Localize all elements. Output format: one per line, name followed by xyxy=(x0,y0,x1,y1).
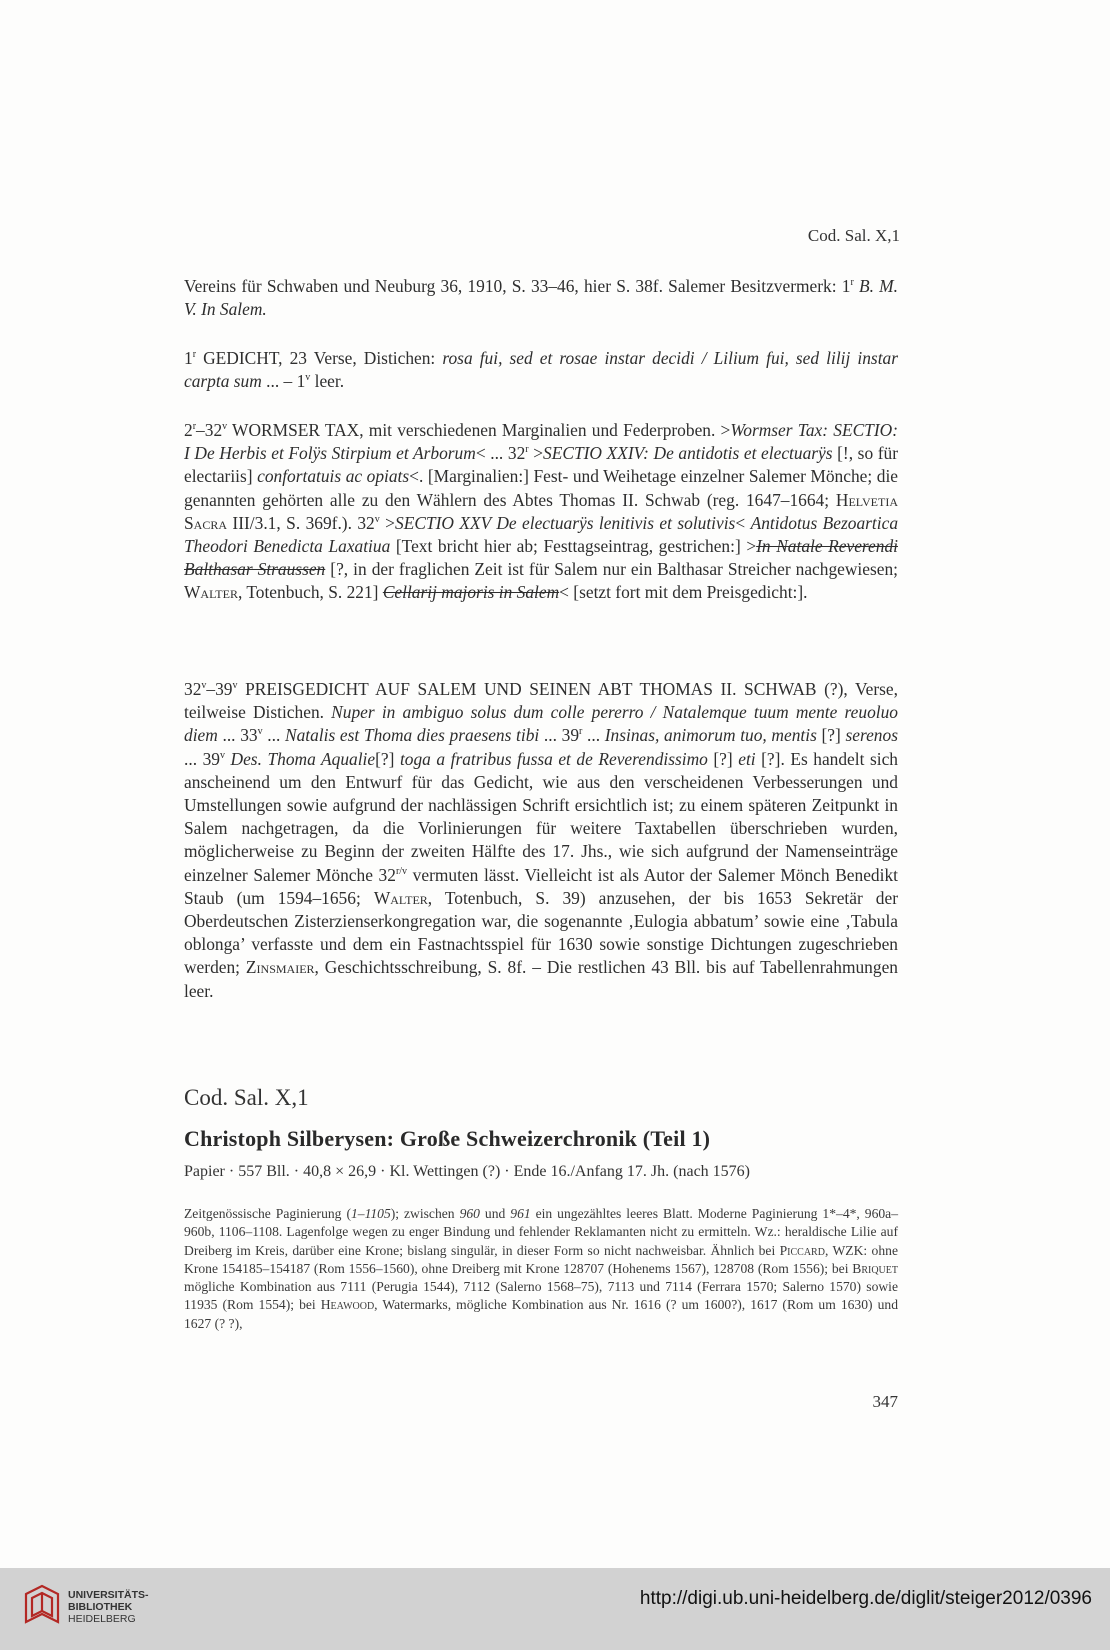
paragraph-intro: Vereins für Schwaben und Neuburg 36, 1910, S. 33–46, hier S. 38f. Salemer Besitzvermerk: 1$^r$ B. M. V. In Salem. xyxy=(184,276,898,320)
library-name xyxy=(68,1589,149,1625)
entry-meta: Papier · 557 Bll. · 40,8 × 26,9 · Kl. Wettingen (?) · Ende 16./Anfang 17. Jh. (nach 1576) xyxy=(184,1163,750,1180)
entry-title: Christoph Silberysen: Große Schweizerchronik (Teil 1) xyxy=(184,1126,711,1151)
library-name-line2: BIBLIOTHEK xyxy=(68,1601,133,1613)
entry-code: Cod. Sal. X,1 xyxy=(184,1085,309,1110)
page-number: 347 xyxy=(872,1392,898,1411)
paragraph-gedicht: 1$^r$ GEDICHT, 23 Verse, Distichen: rosa fui, sed et rosae instar decidi / Lilium fui, sed lilij instar carpta sum ... – 1$^v$ leer. xyxy=(184,348,898,392)
running-head: Cod. Sal. X,1 xyxy=(807,226,900,245)
library-footer xyxy=(0,1568,1110,1650)
source-url-link[interactable]: http://digi.ub.uni-heidelberg.de/diglit/steiger2012/0396 xyxy=(639,1588,1092,1609)
library-name-line3: HEIDELBERG xyxy=(68,1613,136,1625)
paragraph-description: Zeitgenössische Paginierung (1–1105); zwischen 960 und 961 ein ungezähltes leeres Blatt. Moderne Paginierung 1*–4*, 960a–960b, 1106–1108. Lagenfolge wegen zu enger Bindung und fehlender Reklamanten nicht zu ermitteln. Wz.: heraldische Lilie auf Dreiberg im Kreis, darüber eine Krone; bislang singulär, in dieser Form so nicht nachweisbar. Ähnlich bei Piccard, WZK: ohne Krone 154185–154187 (Rom 1556–1560), ohne Dreiberg mit Krone 128707 (Hohenems 1567), 128708 (Rom 1556); bei Briquet mögliche Kombination aus 7111 (Perugia 1544), 7112 (Salerno 1568–75), 7113 und 7114 (Ferrara 1570; Salerno 1570) sowie 11935 (Rom 1554); bei Heawood, Watermarks, mögliche Kombination aus Nr. 1616 (? um 1600?), 1617 (Rom um 1630) und 1627 (? ?), xyxy=(184,1206,898,1331)
paragraph-preisgedicht: 32$^v$–39$^v$ PREISGEDICHT AUF SALEM UND SEINEN ABT THOMAS II. SCHWAB (?), Verse, teilweise Distichen. Nuper in ambiguo solus dum colle pererro / Natalemque tuum mente reuoluo diem ... 33$^v$ ... Natalis est Thoma dies praesens tibi ... 39$^r$ ... Insinas, animorum tuo, mentis [?] serenos ... 39$^v$ Des. Thoma Aqualie[?] toga a fratribus fussa et de Reverendissimo [?] eti [?]. Es handelt sich anscheinend um den Entwurf für das Gedicht, wie aus den verscheidenen Verbesserungen und Umstellungen sowie aufgrund der nachlässigen Schrift ersichtlich ist; zu einem späteren Zeitpunkt in Salem nachgetragen, da die Vorlinierungen für weitere Taxtabellen überschrieben wurden, möglicherweise zu Beginn der zweiten Hälfte des 17. Jhs., wie sich aufgrund der Namenseinträge einzelner Salemer Mönche $32^{r/v}$ vermuten lässt. Vielleicht ist als Autor der Salemer Mönch Benedikt Staub (um 1594–1656; Walter, Totenbuch, S. 39) anzusehen, der bis 1653 Sekretär der Oberdeutschen Zisterzienserkongregation war, die sogenannte ‚Eulogia abbatum’ sowie eine ‚Tabula oblonga’ verfasste und dem ein Fastnachtsspiel für 1630 sowie sonstige Dichtungen zugeschrieben werden; Zinsmaier, Geschichtsschreibung, S. 8f. – Die restlichen 43 Bll. bis auf Tabellenrahmungen leer. xyxy=(184,679,898,1001)
paragraph-wormser-tax: 2$^r$–32$^v$ WORMSER TAX, mit verschiedenen Marginalien und Federproben. >Wormser Tax: SECTIO: I De Herbis et Folÿs Stirpium et Arborum< ... $32^r$ >SECTIO XXIV: De antidotis et electuarÿs [!, so für electariis] confortatuis ac opiats<. [Marginalien:] Fest- und Weihetage einzelner Salemer Mönche; die genannten gehörten alle zu den Wählern des Abtes Thomas II. Schwab (reg. 1647–1664; Helvetia Sacra III/3.1, S. 369f.). $32^v$ >SECTIO XXV De electuarÿs lenitivis et solutivis< Antidotus Bezoartica Theodori Benedicta Laxatiua [Text bricht hier ab; Festtagseintrag, gestrichen:] >In Natale Reverendi Balthasar Straussen [?, in der fraglichen Zeit ist für Salem nur ein Balthasar Streicher nachgewiesen; Walter, Totenbuch, S. 221] Cellarij majoris in Salem< [setzt fort mit dem Preisgedicht:]. xyxy=(184,420,899,603)
library-name-line1: UNIVERSITÄTS- xyxy=(68,1589,149,1601)
library-logo-icon[interactable] xyxy=(22,1582,62,1628)
